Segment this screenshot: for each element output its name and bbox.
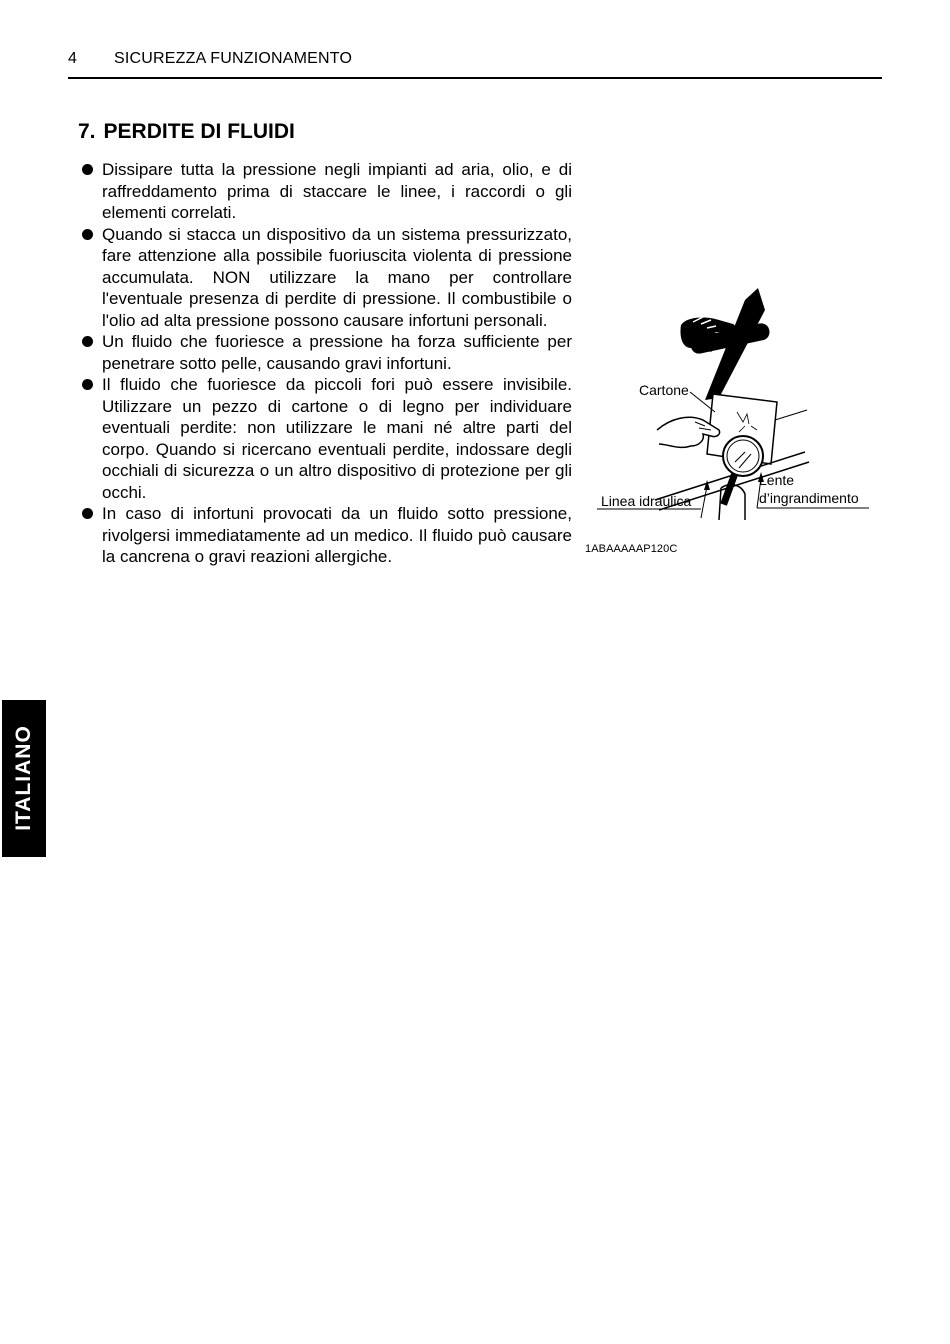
list-item [80,331,572,374]
bullet-icon [82,229,93,240]
bullet-icon [82,336,93,347]
magnifying-glass-icon [720,436,763,506]
bullet-icon [82,379,93,390]
magnifier-label-line1: Lente [759,472,795,488]
illustration-drawing [595,280,875,520]
section-number: 7. [78,120,96,143]
list-item-text: Il fluido che fuoriesce da piccoli fori può essere invisibile. Utilizzare un pezzo di cartone o di legno per individuare eventuali perdite: non utilizzare le mani né altre parti del corpo. Quando si ricercano eventuali perdite, indossare degli occhiali di sicurezza o un altro dispositivo di protezione per gli occhi. [102,375,572,502]
leak-detection-illustration [595,280,875,520]
magnifier-label-line2: d’ingrandimento [759,490,859,506]
list-item [80,503,572,568]
list-item-text: Un fluido che fuoriesce a pressione ha forza sufficiente per penetrare sotto pelle, causando gravi infortuni. [102,332,572,373]
cardboard-label: Cartone [639,382,689,398]
bullet-icon [82,164,93,175]
list-item [80,159,572,224]
section-title [78,120,295,144]
figure-code: 1ABAAAAAP120C [585,543,678,555]
page-number: 4 [68,50,77,67]
running-title: SICUREZZA FUNZIONAMENTO [114,50,353,67]
bullet-icon [82,508,93,519]
language-tab-label: ITALIANO [12,725,35,831]
hydraulic-line-label: Linea idraulica [601,493,692,509]
list-item-text: Quando si stacca un dispositivo da un sistema pressurizzato, fare attenzione alla possibile fuoriuscita violenta di pressione accumulata. NON utilizzare la mano per controllare l'eventuale presenza di perdite di pressione. Il combustibile o l'olio ad alta pressione possono causare infortuni personali. [102,224,572,330]
list-item-text: Dissipare tutta la pressione negli impianti ad aria, olio, e di raffreddamento prima di staccare le linee, i raccordi o gli elementi correlati. [102,160,572,222]
list-item-text: In caso di infortuni provocati da un fluido sotto pressione, rivolgersi immediatamente ad un medico. Il fluido può causare la cancrena o gravi reazioni allergiche. [102,504,572,566]
page-header [68,50,882,79]
list-item [80,374,572,503]
section-heading: PERDITE DI FLUIDI [103,120,295,143]
hand-pipe-warning-icon [680,288,771,400]
list-item [80,224,572,332]
bullet-list [80,159,572,568]
language-tab [2,700,46,857]
